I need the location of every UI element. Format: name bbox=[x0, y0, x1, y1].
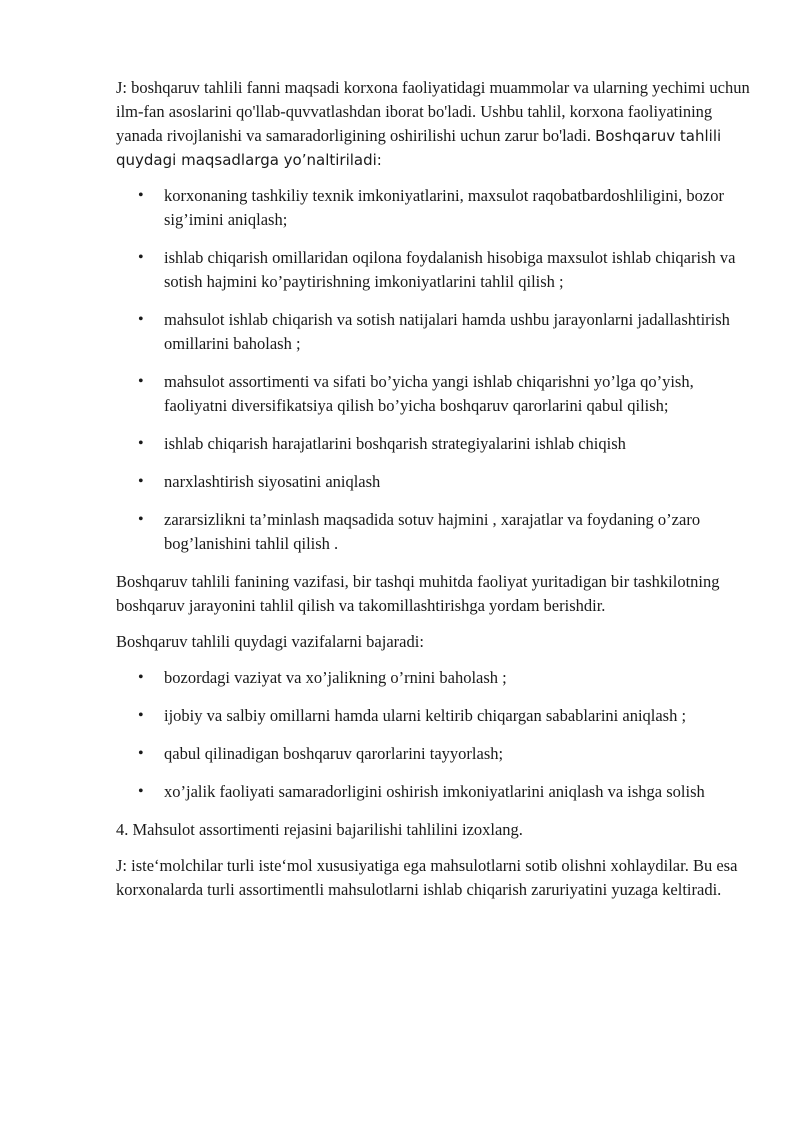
intro-goals-lead: Boshqaruv tahlili quydagi maqsadlarga yo’naltiriladi: bbox=[116, 127, 722, 169]
list-item bbox=[116, 370, 756, 418]
bullet-icon: • bbox=[138, 707, 144, 724]
bullet-icon: • bbox=[138, 473, 144, 490]
bullet-icon: • bbox=[138, 311, 144, 328]
list-item bbox=[116, 470, 756, 494]
list-item-text: korxonaning tashkiliy texnik imkoniyatlarini, maxsulot raqobatbardoshliligini, bozor sig’imini aniqlash; bbox=[164, 186, 724, 229]
functions-heading: Boshqaruv tahlili quydagi vazifalarni bajaradi: bbox=[116, 632, 424, 651]
list-item-text: zararsizlikni ta’minlash maqsadida sotuv hajmini , xarajatlar va foydaning o’zaro bog’lanishini tahlil qilish . bbox=[164, 510, 701, 553]
list-item-text: ishlab chiqarish omillaridan oqilona foydalanish hisobiga maxsulot ishlab chiqarish va sotish hajmini ko’paytirishning imkoniyatlarini tahlil qilish ; bbox=[164, 248, 736, 291]
list-item bbox=[116, 666, 756, 690]
bullet-icon: • bbox=[138, 669, 144, 686]
list-item bbox=[116, 184, 756, 232]
list-item-text: qabul qilinadigan boshqaruv qarorlarini tayyorlash; bbox=[164, 744, 504, 763]
list-item-text: ijobiy va salbiy omillarni hamda ularni keltirib chiqargan sabablarini aniqlash ; bbox=[164, 706, 687, 725]
document-page bbox=[116, 76, 756, 914]
question-heading: 4. Mahsulot assortimenti rejasini bajarilishi tahlilini izoxlang. bbox=[116, 820, 523, 839]
list-item-text: narxlashtirish siyosatini aniqlash bbox=[164, 472, 381, 491]
task-paragraph: Boshqaruv tahlili fanining vazifasi, bir tashqi muhitda faoliyat yuritadigan bir tashkilotning boshqaruv jarayonini tahlil qilish va takomillashtirishga yordam berishdir. bbox=[116, 572, 720, 615]
bullet-icon: • bbox=[138, 373, 144, 390]
list-item bbox=[116, 432, 756, 456]
list-item bbox=[116, 508, 756, 556]
list-item-text: bozordagi vaziyat va xo’jalikning o’rnini baholash ; bbox=[164, 668, 507, 687]
bullet-icon: • bbox=[138, 511, 144, 528]
list-item-text: xo’jalik faoliyati samaradorligini oshirish imkoniyatlarini aniqlash va ishga solish bbox=[164, 782, 705, 801]
list-item bbox=[116, 780, 756, 804]
functions-list bbox=[116, 666, 756, 804]
intro-text: J: boshqaruv tahlili fanni maqsadi korxona faoliyatidagi muammolar va ularning yechimi uchun ilm-fan asoslarini qo'llab-quvvatlashdan iborat bo'ladi. Ushbu tahlil, korxona faoliyatining yanada rivojlanishi va samaradorligining oshirilishi uchun zarur bo'ladi. bbox=[116, 78, 750, 145]
list-item bbox=[116, 742, 756, 766]
bullet-icon: • bbox=[138, 745, 144, 762]
list-item bbox=[116, 308, 756, 356]
intro-paragraph bbox=[116, 76, 756, 172]
bullet-icon: • bbox=[138, 435, 144, 452]
bullet-icon: • bbox=[138, 187, 144, 204]
list-item bbox=[116, 704, 756, 728]
goals-list bbox=[116, 184, 756, 556]
bullet-icon: • bbox=[138, 249, 144, 266]
answer-paragraph: J: iste‘molchilar turli iste‘mol xususiyatiga ega mahsulotlarni sotib olishni xohlaydilar. Bu esa korxonalarda turli assortimentli mahsulotlarni ishlab chiqarish zaruriyatini yuzaga keltiradi. bbox=[116, 856, 738, 899]
list-item-text: ishlab chiqarish harajatlarini boshqarish strategiyalarini ishlab chiqish bbox=[164, 434, 626, 453]
list-item-text: mahsulot assortimenti va sifati bo’yicha yangi ishlab chiqarishni yo’lga qo’yish, faoliyatni diversifikatsiya qilish bo’yicha boshqaruv qarorlarini qabul qilish; bbox=[164, 372, 694, 415]
bullet-icon: • bbox=[138, 783, 144, 800]
list-item-text: mahsulot ishlab chiqarish va sotish natijalari hamda ushbu jarayonlarni jadallashtirish omillarini baholash ; bbox=[164, 310, 730, 353]
list-item bbox=[116, 246, 756, 294]
